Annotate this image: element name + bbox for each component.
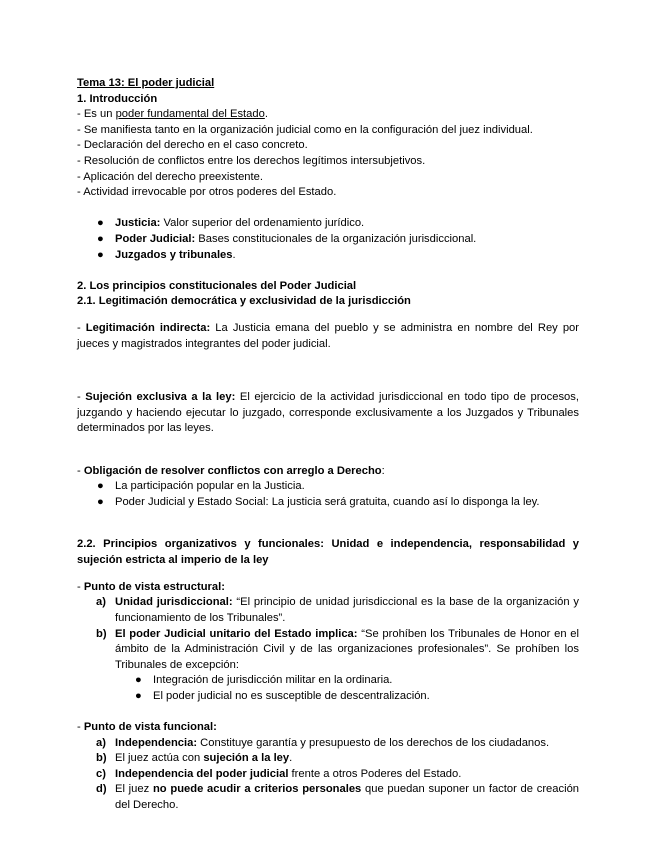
- excepcion-bullet-list: [77, 673, 579, 704]
- bullet-icon: ●: [135, 689, 142, 702]
- estructural-list: [77, 595, 579, 673]
- bullet-icon: ●: [97, 480, 104, 493]
- intro-bullet-list: [77, 216, 579, 263]
- estructural-heading: - Punto de vista estructural:: [77, 580, 225, 593]
- list-item: c) Independencia del poder judicial frente a otros Poderes del Estado.: [96, 767, 462, 780]
- intro-line-3: - Declaración del derecho en el caso concreto.: [77, 139, 308, 152]
- list-item: ● El poder judicial no es susceptible de descentralización.: [77, 689, 579, 705]
- funcional-list: [77, 736, 579, 814]
- bullet-icon: ●: [97, 217, 104, 230]
- list-item: ● La participación popular en la Justicia.: [77, 479, 579, 495]
- list-item: ● Integración de jurisdicción militar en la ordinaria.: [77, 673, 579, 689]
- list-item: ● Poder Judicial: Bases constitucionales de la organización jurisdiccional.: [77, 232, 579, 248]
- list-item: d) El juez no puede acudir a criterios personales que puedan suponer un factor de creación del Derecho.: [96, 783, 580, 812]
- funcional-heading: - Punto de vista funcional:: [77, 721, 217, 734]
- section-1-heading: 1. Introducción: [77, 92, 158, 105]
- paragraph-sujecion: - Sujeción exclusiva a la ley: El ejercicio de la actividad jurisdiccional en todo tipo de procesos, juzgando y haciendo ejecutar lo juzgado, corresponde exclusivamente a los Juzgados y Tribunales determinados por las leyes.: [77, 391, 579, 435]
- paragraph-legitimacion: - Legitimación indirecta: La Justicia emana del pueblo y se administra en nombre del Rey por jueces y magistrados integrantes del poder judicial.: [77, 322, 579, 350]
- paragraph-obligacion: - Obligación de resolver conflictos con arreglo a Derecho:: [77, 464, 385, 477]
- intro-link[interactable]: poder fundamental del Estado: [115, 108, 265, 121]
- intro-line-4: - Resolución de conflictos entre los derechos legítimos intersubjetivos.: [77, 154, 426, 167]
- list-item: ● Poder Judicial y Estado Social: La justicia será gratuita, cuando así lo disponga la ley.: [77, 495, 579, 511]
- list-item: b) El poder Judicial unitario del Estado implica: “Se prohíben los Tribunales de Honor en el ámbito de la Administración Civil y de las organizaciones profesionales”. Se prohíben los Tribunales de excepción:: [96, 627, 579, 671]
- subsection-2-1-heading: 2.1. Legitimación democrática y exclusividad de la jurisdicción: [77, 295, 411, 308]
- intro-line-2: - Se manifiesta tanto en la organización judicial como en la configuración del juez individual.: [77, 123, 533, 136]
- obligacion-bullet-list: [77, 479, 579, 510]
- intro-line-5: - Aplicación del derecho preexistente.: [77, 170, 263, 183]
- document-title: Tema 13: El poder judicial: [77, 77, 215, 89]
- list-item: ● Justicia: Valor superior del ordenamiento jurídico.: [77, 216, 579, 232]
- section-2-heading: 2. Los principios constitucionales del Poder Judicial: [77, 279, 357, 292]
- list-item: b) El juez actúa con sujeción a la ley.: [96, 752, 293, 765]
- subsection-2-2-heading: 2.2. Principios organizativos y funcionales: Unidad e independencia, responsabilidad y sujeción estricta al imperio de la ley: [77, 538, 579, 566]
- intro-line-1: - Es un poder fundamental del Estado.: [77, 108, 268, 121]
- bullet-icon: ●: [97, 248, 104, 261]
- bullet-icon: ●: [97, 496, 104, 508]
- list-item: a) Unidad jurisdiccional: “El principio de unidad jurisdiccional es la base de la organización y funcionamiento de los Tribunales”.: [96, 596, 579, 624]
- bullet-icon: ●: [97, 232, 104, 245]
- intro-line-6: - Actividad irrevocable por otros poderes del Estado.: [77, 186, 337, 199]
- list-item: a) Independencia: Constituye garantía y presupuesto de los derechos de los ciudadanos.: [96, 736, 550, 749]
- bullet-icon: ●: [135, 674, 142, 687]
- document-page: [77, 76, 579, 814]
- list-item: ● Juzgados y tribunales.: [77, 248, 579, 264]
